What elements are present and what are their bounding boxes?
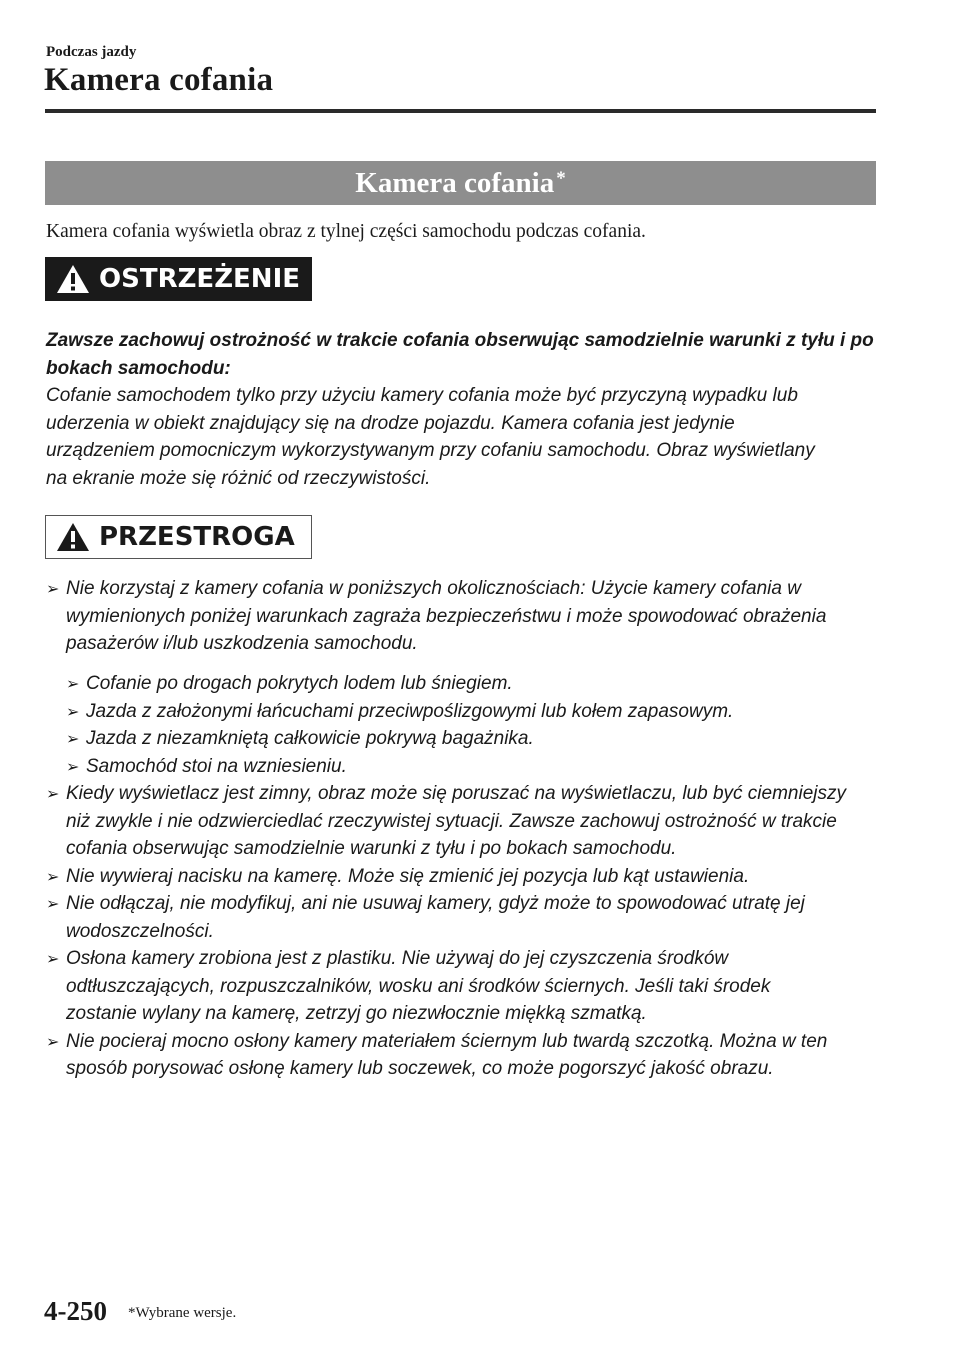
list-item xyxy=(46,780,881,863)
list-item xyxy=(46,890,881,945)
list-item xyxy=(46,945,881,1028)
list-item-line: cofania obserwując samodzielnie warunki z tyłu i po bokach samochodu. xyxy=(66,838,677,859)
title-divider xyxy=(45,109,876,113)
caution-list xyxy=(46,575,881,658)
section-heading-bar xyxy=(45,161,876,205)
sublist-item: ➢ Jazda z założonymi łańcuchami przeciwpoślizgowymi lub kołem zapasowym. xyxy=(66,698,876,726)
warning-triangle-icon xyxy=(55,263,91,295)
intro-paragraph: Kamera cofania wyświetla obraz z tylnej części samochodu podczas cofania. xyxy=(46,221,646,242)
list-item-line: Nie korzystaj z kamery cofania w poniższych okolicznościach: Użycie kamery cofania w xyxy=(66,578,801,599)
list-item-line: niż zwykle i nie odzwierciedlać rzeczywistej sytuacji. Zawsze zachowuj ostrożność w trakcie xyxy=(66,810,837,832)
list-item-line: pasażerów i/lub uszkodzenia samochodu. xyxy=(66,633,418,654)
warning-text-line: Cofanie samochodem tylko przy użyciu kamery cofania może być przyczyną wypadku lub xyxy=(46,385,798,406)
page-title: Kamera cofania xyxy=(44,62,274,98)
list-item-line: Nie pocieraj mocno osłony kamery materiałem ściernym lub twardą szczotką. Można w ten xyxy=(66,1030,828,1052)
caution-triangle-icon xyxy=(55,521,91,553)
list-item xyxy=(46,1028,881,1083)
list-item-line: Kiedy wyświetlacz jest zimny, obraz może się poruszać na wyświetlaczu, lub być ciemniejszy xyxy=(66,783,846,804)
warning-text-line: na ekranie może się różnić od rzeczywistości. xyxy=(46,467,431,489)
caution-label xyxy=(45,515,312,559)
caution-list-continued xyxy=(46,780,881,1083)
warning-bold-line: Zawsze zachowuj ostrożność w trakcie cofania obserwując samodzielnie warunki z tyłu i po xyxy=(46,330,874,351)
list-item-line: zostanie wylany na kamerę, zetrzyj go niezwłocznie miękką szmatką. xyxy=(66,1003,647,1024)
warning-label xyxy=(45,257,312,301)
footnote: *Wybrane wersje. xyxy=(128,1305,237,1321)
list-item-line: Nie wywieraj nacisku na kamerę. Może się zmienić jej pozycja lub kąt ustawienia. xyxy=(66,865,750,887)
page-number: 4-250 xyxy=(44,1296,107,1326)
list-item xyxy=(46,863,881,891)
list-item-line: sposób porysować osłonę kamery lub soczewek, co może pogorszyć jakość obrazu. xyxy=(66,1058,774,1079)
warning-bold-line: bokach samochodu: xyxy=(46,357,231,379)
list-item-line: wymienionych poniżej warunkach zagraża bezpieczeństwu i może spowodować obrażenia xyxy=(66,605,827,627)
sublist-item: ➢ Jazda z niezamkniętą całkowicie pokrywą bagażnika. xyxy=(66,725,876,753)
warning-label-text: OSTRZEŻENIE xyxy=(99,264,301,294)
list-item xyxy=(46,575,881,658)
caution-sublist xyxy=(66,670,876,780)
sublist-item: ➢ Samochód stoi na wzniesieniu. xyxy=(66,753,876,781)
section-label: Podczas jazdy xyxy=(46,44,137,60)
section-heading: Kamera cofania xyxy=(355,166,555,199)
list-item-line: Osłona kamery zrobiona jest z plastiku. Nie używaj do jej czyszczenia środków xyxy=(66,948,729,969)
list-item-line: wodoszczelności. xyxy=(66,920,214,942)
list-item-line: Nie odłączaj, nie modyfikuj, ani nie usuwaj kamery, gdyż może to spowodować utratę jej xyxy=(66,893,805,914)
warning-body xyxy=(46,327,881,492)
caution-label-text: PRZESTROGA xyxy=(99,522,295,552)
sublist-item: ➢ Cofanie po drogach pokrytych lodem lub śniegiem. xyxy=(66,670,876,698)
warning-text-line: urządzeniem pomocniczym wykorzystywanym przy cofaniu samochodu. Obraz wyświetlany xyxy=(46,440,815,461)
optional-equipment-marker: * xyxy=(556,168,566,189)
warning-text-line: uderzenia w obiekt znajdujący się na drodze pojazdu. Kamera cofania jest jedynie xyxy=(46,412,735,434)
list-item-line: odtłuszczających, rozpuszczalników, wosku ani środków ściernych. Jeśli taki środek xyxy=(66,975,771,997)
